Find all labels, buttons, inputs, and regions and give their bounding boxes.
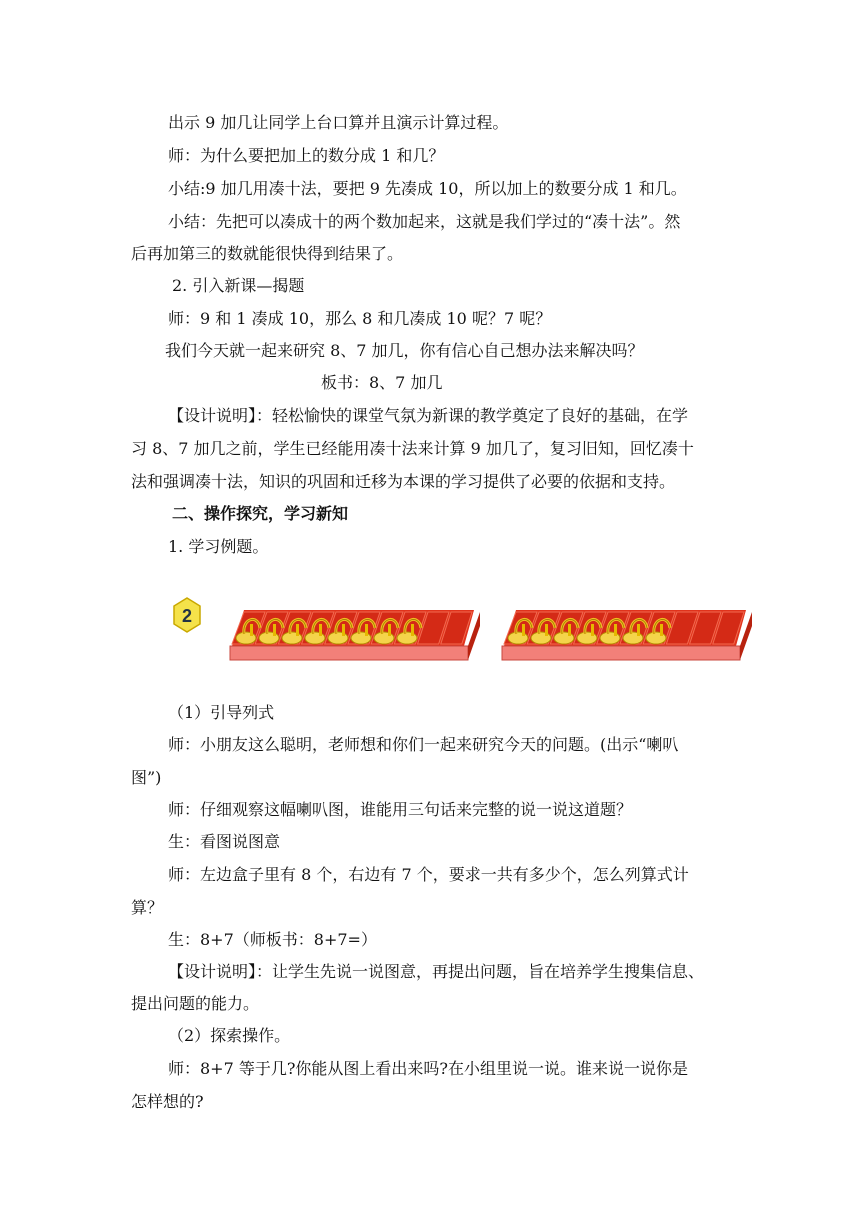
sub-heading-2: （2）探索操作。 [168,1026,291,1045]
left-ten-frame-box [230,610,480,660]
text-line-26: 师：8+7 等于几?你能从图上看出来吗?在小组里说一说。谁来说一说你是 [168,1059,689,1078]
text-line-16: 师：小朋友这么聪明，老师想和你们一起来研究今天的问题。(出示“喇叭 [168,735,679,754]
design-note-4: 【设计说明】：让学生先说一说图意，再提出问题，旨在培养学生搜集信息、 [168,962,705,981]
text-line-21: 算？ [131,898,164,917]
text-line-2: 师：为什么要把加上的数分成 1 和几？ [168,146,445,165]
example-number-badge [174,598,200,632]
trumpet-boxes-figure [168,588,752,672]
text-line-1: 出示 9 加几让同学上台口算并且演示计算过程。 [168,113,509,132]
text-line-7: 师：9 和 1 凑成 10，那么 8 和几凑成 10 呢？7 呢？ [168,309,552,328]
section-heading-intro: 2. 引入新课—揭题 [172,276,305,295]
text-line-18: 师：仔细观察这幅喇叭图，谁能用三句话来完整的说一说这道题？ [168,800,633,819]
design-note-5: 提出问题的能力。 [131,994,260,1013]
right-ten-frame-box [502,610,752,660]
design-note-3: 法和强调凑十法，知识的巩固和迁移为本课的学习提供了必要的依据和支持。 [131,472,676,491]
text-line-27: 怎样想的? [131,1092,204,1111]
board-writing: 板书：8、7 加几 [321,373,443,392]
design-note-1: 【设计说明】：轻松愉快的课堂气氛为新课的教学奠定了良好的基础，在学 [168,406,689,425]
text-line-22: 生：8+7（师板书：8+7=） [168,930,377,949]
design-note-2: 习 8、7 加几之前，学生已经能用凑十法来计算 9 加几了，复习旧知，回忆凑十 [131,439,694,458]
text-line-17: 图”) [131,768,162,787]
sub-heading-1: （1）引导列式 [168,703,275,722]
text-line-4: 小结：先把可以凑成十的两个数加起来，这就是我们学过的“凑十法”。然 [168,212,681,231]
example-heading: 1. 学习例题。 [168,537,269,556]
text-line-5: 后再加第三的数就能很快得到结果了。 [131,244,404,263]
badge-number: 2 [181,606,193,626]
text-line-19: 生：看图说图意 [168,832,281,851]
text-line-3: 小结:9 加几用凑十法，要把 9 先凑成 10，所以加上的数要分成 1 和几。 [168,179,687,198]
text-line-8: 我们今天就一起来研究 8、7 加几，你有信心自己想办法来解决吗？ [165,341,644,360]
text-line-20: 师：左边盒子里有 8 个，右边有 7 个，要求一共有多少个，怎么列算式计 [168,865,689,884]
section-heading-2: 二、操作探究，学习新知 [172,504,349,523]
